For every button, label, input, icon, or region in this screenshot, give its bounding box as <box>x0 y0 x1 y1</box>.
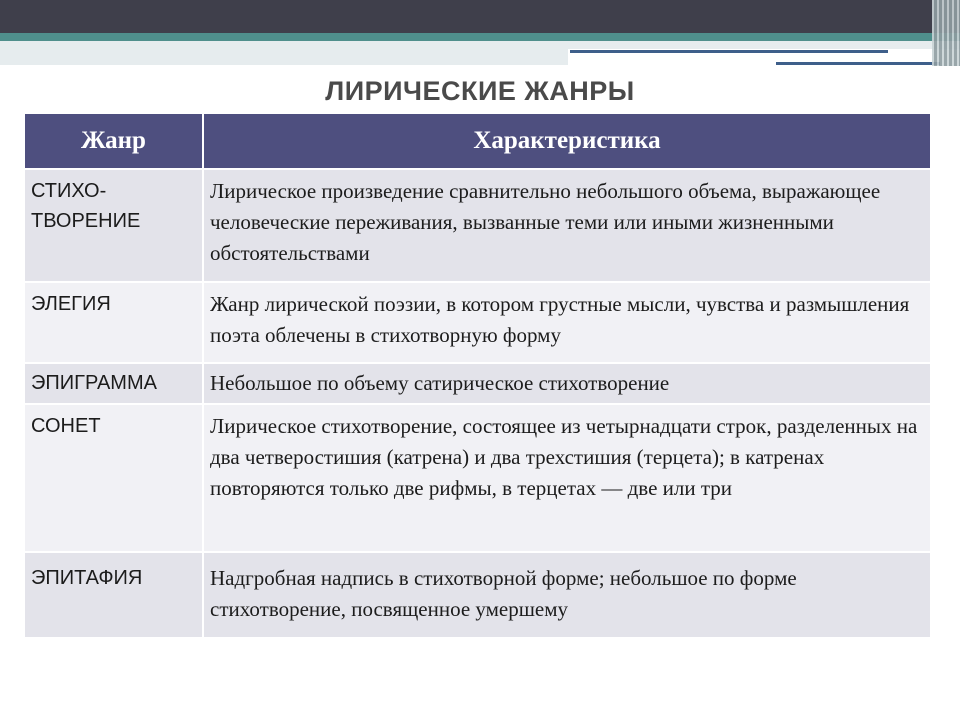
genre-cell <box>24 363 203 404</box>
genre-name-line: СТИХО- <box>31 180 107 202</box>
header-rule-short <box>776 62 940 65</box>
header-stripes <box>932 0 960 66</box>
genre-cell <box>24 282 203 363</box>
slide-title: ЛИРИЧЕСКИЕ ЖАНРЫ <box>325 76 635 106</box>
genre-cell <box>24 169 203 282</box>
genre-name-line: ЭПИГРАММА <box>31 372 157 394</box>
description-cell: Лирическое произведение сравнительно небольшого объема, выражающее человеческие переживания, вызванные теми или иными жизненными обстоятельствами <box>203 169 931 282</box>
header-teal-band <box>0 33 960 41</box>
table-row <box>24 363 931 404</box>
genre-cell <box>24 404 203 552</box>
genre-cell <box>24 552 203 638</box>
header-rule <box>570 50 888 53</box>
description-cell: Небольшое по объему сатирическое стихотворение <box>203 363 931 404</box>
table-row <box>24 282 931 363</box>
header-dark-band <box>0 0 960 33</box>
table-row <box>24 404 931 552</box>
header-light-band-right <box>568 41 960 49</box>
column-header-genre: Жанр <box>24 113 203 169</box>
header-light-band <box>0 41 568 65</box>
table-header-row <box>24 113 931 169</box>
table-row <box>24 169 931 282</box>
description-cell: Надгробная надпись в стихотворной форме; небольшое по форме стихотворение, посвященное умершему <box>203 552 931 638</box>
description-cell: Лирическое стихотворение, состоящее из четырнадцати строк, разделенных на два четверостишия (катрена) и два трехстишия (терцета); в катренах повторяются только две рифмы, в терцетах — две или три <box>203 404 931 552</box>
table-row <box>24 552 931 638</box>
genres-table <box>23 112 932 639</box>
column-header-description: Характеристика <box>203 113 931 169</box>
genre-name-line: ТВОРЕНИЕ <box>31 210 141 232</box>
genre-name-line: СОНЕТ <box>31 415 101 437</box>
genre-name-line: ЭПИТАФИЯ <box>31 567 143 589</box>
description-cell: Жанр лирической поэзии, в котором грустные мысли, чувства и размышления поэта облечены в стихотворную форму <box>203 282 931 363</box>
genre-name-line: ЭЛЕГИЯ <box>31 293 111 315</box>
